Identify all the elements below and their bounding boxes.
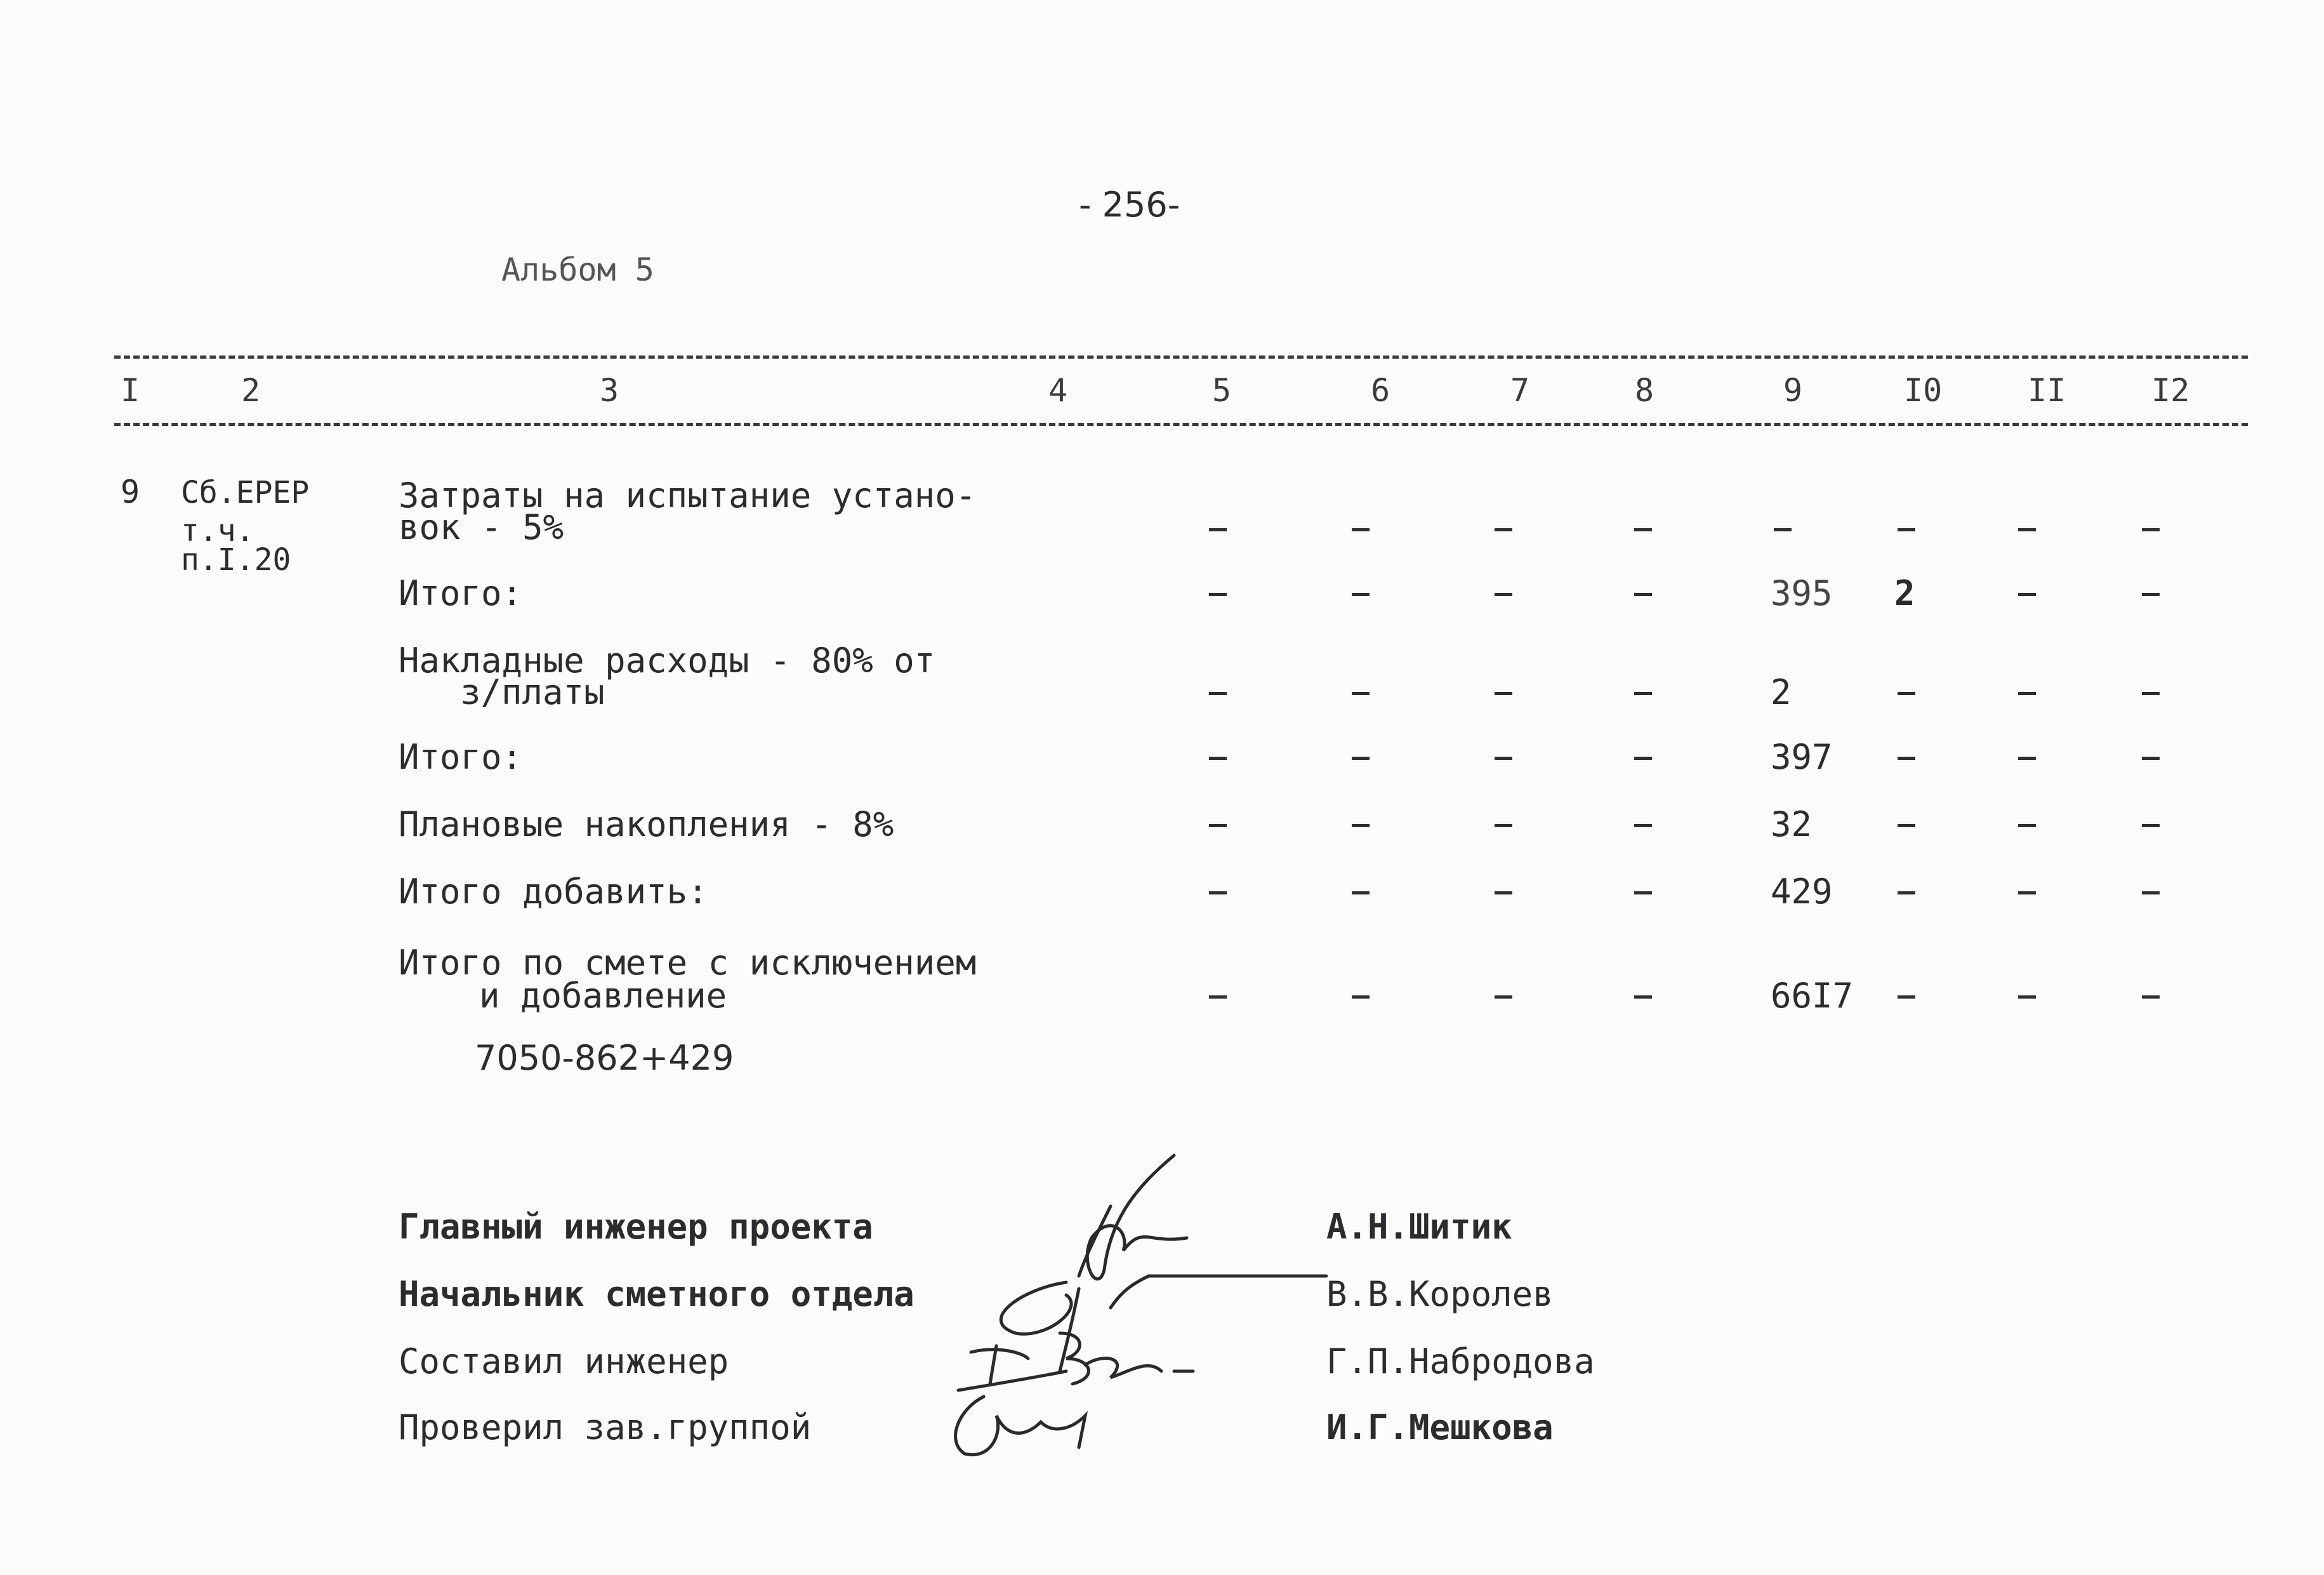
line-item-text: вок - 5%	[399, 507, 564, 547]
row-ref-3: п.I.20	[181, 542, 291, 578]
col-header-7: 7	[1510, 372, 1530, 409]
value-dash	[1898, 824, 1915, 827]
value-dash	[1898, 692, 1915, 695]
value-dash	[2018, 824, 2036, 827]
value-dash	[1495, 757, 1512, 760]
signature-name: И.Г.Мешкова	[1326, 1407, 1554, 1447]
value-dash	[1352, 891, 1370, 894]
value-dash	[2018, 692, 2036, 695]
value-dash	[1898, 891, 1915, 894]
row-ref-2: т.ч.	[181, 513, 254, 548]
value-dash	[1898, 528, 1915, 531]
value-dash	[1352, 995, 1370, 999]
value-dash	[2142, 824, 2160, 827]
value-dash	[1352, 692, 1370, 695]
value-dash	[1209, 593, 1227, 596]
value-dash	[1898, 757, 1915, 760]
value-dash	[1634, 891, 1652, 894]
value-dash	[1352, 593, 1370, 596]
value-dash	[1634, 528, 1652, 531]
value-dash	[1209, 692, 1227, 695]
value-dash	[1209, 528, 1227, 531]
signature-role: Главный инженер проекта	[399, 1207, 873, 1247]
col-header-11: II	[2028, 372, 2066, 409]
value-col9: 2	[1771, 672, 1792, 712]
line-item-text: Накладные расходы - 80% от	[399, 641, 935, 681]
value-dash	[1634, 593, 1652, 596]
value-dash	[1209, 891, 1227, 894]
value-dash	[2142, 757, 2160, 760]
line-item-text: Итого добавить:	[399, 872, 708, 912]
col-header-8: 8	[1635, 372, 1654, 409]
value-dash	[1209, 757, 1227, 760]
value-dash	[2142, 593, 2160, 596]
col-header-12: I2	[2151, 372, 2190, 409]
value-dash	[2142, 692, 2160, 695]
row-ref-1: Сб.ЕРЕР	[181, 475, 310, 510]
col-header-9: 9	[1783, 372, 1803, 409]
value-dash	[1898, 995, 1915, 999]
value-col9: 32	[1771, 804, 1812, 844]
header-rule-bottom	[114, 423, 2248, 426]
value-dash	[2018, 995, 2036, 999]
value-dash	[1495, 692, 1512, 695]
line-item-text: Затраты на испытание устано-	[399, 475, 977, 515]
line-item-text: Плановые накопления - 8%	[399, 804, 894, 844]
value-dash	[1495, 995, 1512, 999]
line-item-text: Итого:	[399, 573, 523, 613]
value-dash	[1352, 757, 1370, 760]
col-header-1: I	[121, 372, 140, 409]
value-dash	[1634, 692, 1652, 695]
formula: 7050-862+429	[475, 1038, 734, 1078]
col-header-5: 5	[1212, 372, 1232, 409]
row-number: 9	[121, 474, 140, 510]
album-title: Альбом 5	[501, 251, 654, 288]
col-header-6: 6	[1371, 372, 1390, 409]
line-item-text: и добавление	[479, 976, 727, 1016]
value-col9: 397	[1771, 737, 1833, 777]
value-dash	[1495, 891, 1512, 894]
header-rule-top	[114, 356, 2248, 359]
col-header-10: I0	[1904, 372, 1943, 409]
signature-name: Г.П.Набродова	[1326, 1341, 1595, 1381]
signature-name: А.Н.Шитик	[1326, 1207, 1512, 1247]
value-dash	[2018, 593, 2036, 596]
col-header-3: 3	[600, 372, 619, 409]
line-item-text: з/платы	[460, 672, 605, 712]
value-dash	[1352, 528, 1370, 531]
value-dash	[1634, 995, 1652, 999]
signature-role: Составил инженер	[399, 1341, 729, 1381]
value-dash	[1495, 528, 1512, 531]
line-item-text: Итого:	[399, 737, 523, 777]
value-dash	[2142, 995, 2160, 999]
value-dash	[1774, 528, 1792, 531]
value-dash	[2018, 757, 2036, 760]
value-dash	[1495, 824, 1512, 827]
value-col10: 2	[1894, 573, 1915, 613]
value-dash	[1495, 593, 1512, 596]
value-dash	[2018, 528, 2036, 531]
value-dash	[1634, 757, 1652, 760]
value-dash	[2142, 891, 2160, 894]
value-dash	[1209, 995, 1227, 999]
value-dash	[2018, 891, 2036, 894]
signature-name: В.В.Королев	[1326, 1274, 1554, 1314]
value-col9: 429	[1771, 872, 1833, 912]
signature-role: Начальник сметного отдела	[399, 1274, 914, 1314]
line-item-text: Итого по смете с исключением	[399, 943, 977, 983]
value-col9: 395	[1771, 573, 1833, 613]
value-dash	[2142, 528, 2160, 531]
value-col9: 66I7	[1771, 976, 1854, 1016]
value-dash	[1209, 824, 1227, 827]
col-header-2: 2	[241, 372, 261, 409]
value-dash	[1634, 824, 1652, 827]
handwritten-signatures	[920, 1143, 1682, 1473]
col-header-4: 4	[1048, 372, 1068, 409]
signature-role: Проверил зав.группой	[399, 1407, 812, 1447]
value-dash	[1352, 824, 1370, 827]
page-number: - 256-	[1079, 185, 1180, 225]
